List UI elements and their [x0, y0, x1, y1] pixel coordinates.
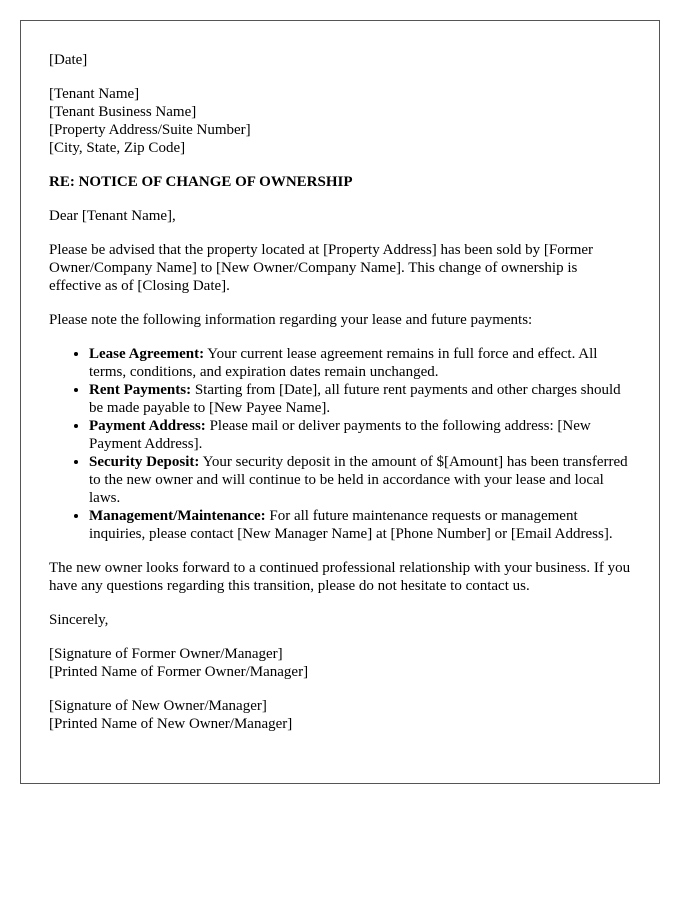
list-item-management: [89, 507, 631, 543]
list-item-term: Lease Agreement:: [89, 346, 205, 362]
recipient-address-block: [49, 85, 631, 157]
note-paragraph: Please note the following information regarding your lease and future payments:: [49, 312, 533, 328]
signoff: Sincerely,: [49, 612, 109, 628]
list-item-text: Your security deposit in the amount of $[Amount] has been transferred to the new owner and will continue to be held in accordance with your lease and local laws.: [89, 454, 628, 506]
recipient-address: [Property Address/Suite Number]: [49, 122, 251, 138]
new-signature: [Signature of New Owner/Manager]: [49, 698, 267, 714]
letter-page: [20, 20, 660, 784]
list-item-term: Rent Payments:: [89, 382, 192, 398]
letter-date: [Date]: [49, 52, 88, 68]
list-item-text: Your current lease agreement remains in full force and effect. All terms, conditions, and expiration dates remain unchanged.: [89, 346, 598, 380]
list-item-text: For all future maintenance requests or management inquiries, please contact [New Manager Name] at [Phone Number] or [Email Address].: [89, 508, 613, 542]
list-item-lease: [89, 345, 631, 381]
new-owner-signature-block: [49, 697, 631, 733]
list-item-rent: [89, 381, 631, 417]
new-printed-name: [Printed Name of New Owner/Manager]: [49, 716, 293, 732]
info-list: [49, 345, 631, 543]
closing-paragraph: The new owner looks forward to a continued professional relationship with your business. If you have any questions regarding this transition, please do not hesitate to contact us.: [49, 560, 631, 594]
former-owner-signature-block: [49, 645, 631, 681]
list-item-payment-address: [89, 417, 631, 453]
recipient-name: [Tenant Name]: [49, 86, 140, 102]
recipient-city: [City, State, Zip Code]: [49, 140, 186, 156]
list-item-text: Please mail or deliver payments to the following address: [New Payment Address].: [89, 418, 591, 452]
former-signature: [Signature of Former Owner/Manager]: [49, 646, 283, 662]
list-item-term: Management/Maintenance:: [89, 508, 266, 524]
salutation: Dear [Tenant Name],: [49, 208, 176, 224]
letter-subject: RE: NOTICE OF CHANGE OF OWNERSHIP: [49, 174, 353, 190]
list-item-security-deposit: [89, 453, 631, 507]
former-printed-name: [Printed Name of Former Owner/Manager]: [49, 664, 309, 680]
intro-paragraph: Please be advised that the property located at [Property Address] has been sold by [Former Owner/Company Name] to [New Owner/Company Name]. This change of ownership is effective as of [Closing Date].: [49, 242, 594, 294]
list-item-text: Starting from [Date], all future rent payments and other charges should be made payable to [New Payee Name].: [89, 382, 621, 416]
list-item-term: Security Deposit:: [89, 454, 200, 470]
recipient-business: [Tenant Business Name]: [49, 104, 197, 120]
list-item-term: Payment Address:: [89, 418, 206, 434]
